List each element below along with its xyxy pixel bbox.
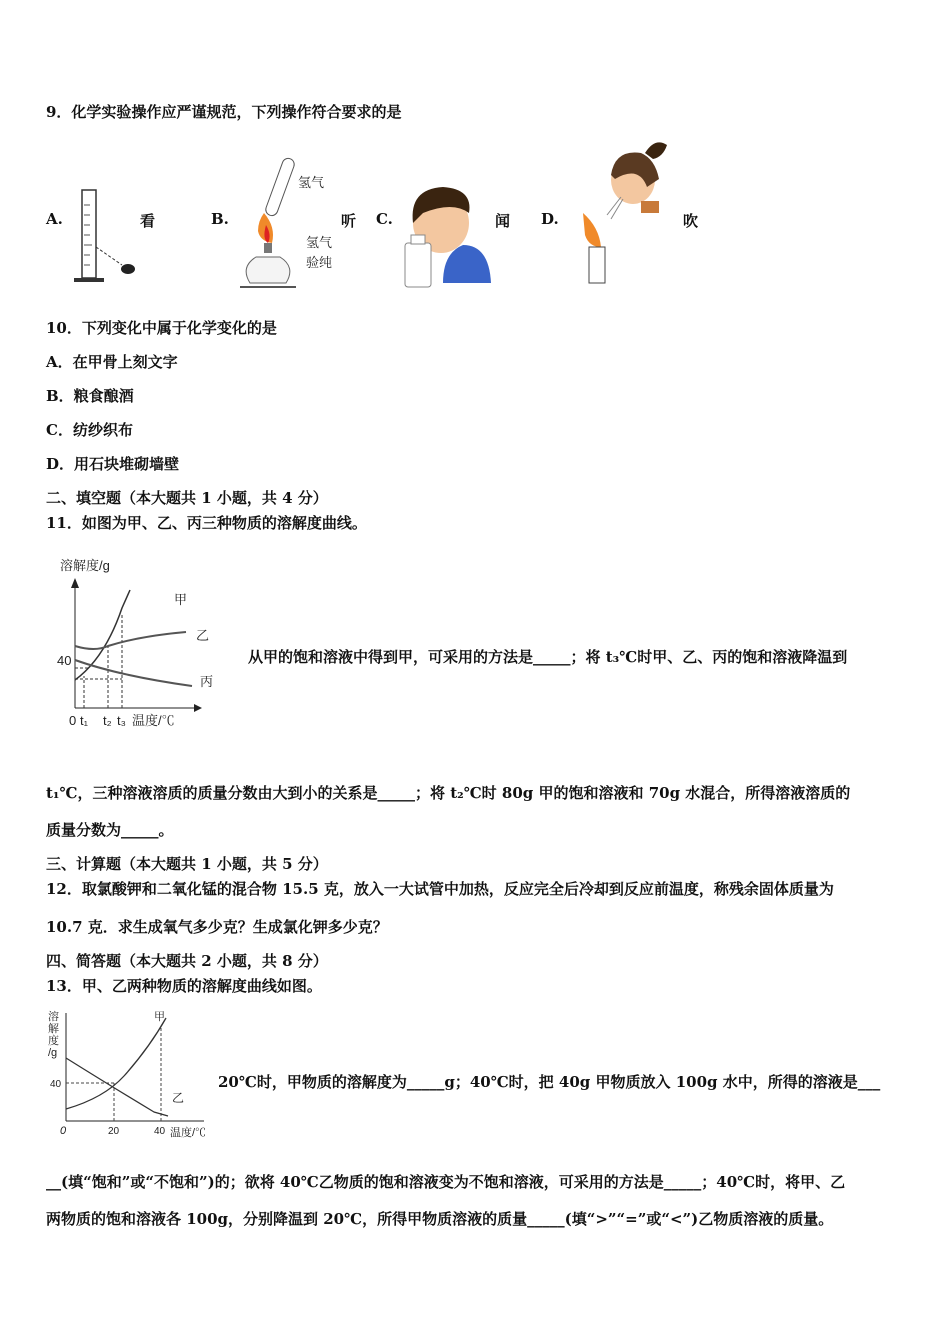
svg-text:温度/℃: 温度/℃ <box>132 713 175 728</box>
svg-text:解: 解 <box>48 1023 59 1035</box>
svg-text:甲: 甲 <box>154 1011 165 1023</box>
svg-text:0: 0 <box>69 713 77 728</box>
q9-option-c-label: 闻 <box>495 212 511 230</box>
q9-option-b-label: 听 <box>341 212 357 230</box>
svg-text:乙: 乙 <box>172 1091 185 1105</box>
svg-text:0: 0 <box>60 1125 67 1137</box>
q13-text-line-3: 两物质的饱和溶液各 100g，分别降温到 20℃，所得甲物质溶液的质量_____(填“>”“=”或“<”)乙物质溶液的质量。 <box>46 1210 834 1228</box>
svg-text:40: 40 <box>57 653 72 668</box>
svg-text:温度/℃: 温度/℃ <box>170 1127 207 1139</box>
q13-stem: 13．甲、乙两种物质的溶解度曲线如图。 <box>46 977 322 995</box>
q11-solubility-chart <box>50 548 240 738</box>
svg-text:氢气: 氢气 <box>298 175 325 190</box>
svg-text:/g: /g <box>48 1047 58 1059</box>
q9-option-a-label: 看 <box>140 212 156 230</box>
svg-text:乙: 乙 <box>196 628 210 643</box>
q9-option-a-letter: A. <box>46 210 63 228</box>
q10-option-c: C．纺纱织布 <box>46 421 133 439</box>
section-2-heading: 二、填空题（本大题共 1 小题，共 4 分） <box>46 489 328 507</box>
q10-option-b: B．粮食酿酒 <box>46 387 134 405</box>
y-axis-label: 溶解度/g <box>60 558 110 573</box>
svg-text:氢气: 氢气 <box>306 235 333 250</box>
svg-text:溶: 溶 <box>48 1011 59 1023</box>
q13-text-line-2: __(填“饱和”或“不饱和”)的；欲将 40℃乙物质的饱和溶液变为不饱和溶液，可采用的方法是_____；40℃时，将甲、乙 <box>46 1173 846 1191</box>
q11-text-line-3: 质量分数为_____。 <box>46 821 174 839</box>
girl-blowing-candle-figure <box>575 135 675 287</box>
svg-text:t₂: t₂ <box>103 713 112 728</box>
svg-text:t₃: t₃ <box>117 713 126 728</box>
section-3-heading: 三、计算题（本大题共 1 小题，共 5 分） <box>46 855 328 873</box>
hydrogen-purity-test-figure <box>236 155 346 295</box>
svg-text:丙: 丙 <box>200 674 214 689</box>
q11-text-line-2: t₁℃，三种溶液溶质的质量分数由大到小的关系是_____；将 t₂℃时 80g 甲的饱和溶液和 70g 水混合，所得溶液溶质的 <box>46 784 851 802</box>
q9-option-b-letter: B. <box>211 210 229 228</box>
series-jia-curve <box>66 1018 166 1109</box>
q13-solubility-chart <box>44 1008 219 1143</box>
section-4-heading: 四、简答题（本大题共 2 小题，共 8 分） <box>46 952 328 970</box>
boy-smelling-bottle-figure <box>403 183 495 291</box>
q11-text-line-1: 从甲的饱和溶液中得到甲，可采用的方法是_____；将 t₃℃时甲、乙、丙的饱和溶液降温到 <box>248 648 848 666</box>
svg-text:验纯: 验纯 <box>306 255 333 270</box>
q10-option-a: A．在甲骨上刻文字 <box>46 353 178 371</box>
series-yi-curve <box>66 1058 168 1116</box>
svg-text:20: 20 <box>108 1126 120 1137</box>
q10-stem: 10．下列变化中属于化学变化的是 <box>46 319 277 337</box>
q12-text-line-2: 10.7 克．求生成氧气多少克？生成氯化钾多少克？ <box>46 918 388 936</box>
q10-option-d: D．用石块堆砌墙壁 <box>46 455 180 473</box>
q9-option-c-letter: C. <box>376 210 393 228</box>
q11-stem: 11．如图为甲、乙、丙三种物质的溶解度曲线。 <box>46 514 367 532</box>
q9-option-d-label: 吹 <box>683 212 699 230</box>
svg-text:甲: 甲 <box>174 592 188 607</box>
svg-text:40: 40 <box>154 1126 166 1137</box>
q9-stem: 9．化学实验操作应严谨规范，下列操作符合要求的是 <box>46 103 402 121</box>
svg-text:t₁: t₁ <box>80 713 88 728</box>
svg-text:40: 40 <box>50 1079 62 1090</box>
q9-option-d-letter: D. <box>541 210 559 228</box>
graduated-cylinder-figure <box>70 185 140 290</box>
series-yi-curve <box>75 632 186 649</box>
q13-text-line-1: 20℃时，甲物质的溶解度为_____g；40℃时，把 40g 甲物质放入 100g 水中，所得的溶液是___ <box>218 1073 881 1091</box>
q12-text-line-1: 12．取氯酸钾和二氧化锰的混合物 15.5 克，放入一大试管中加热，反应完全后冷却到反应前温度，称残余固体质量为 <box>46 880 834 898</box>
svg-text:度: 度 <box>48 1035 59 1047</box>
